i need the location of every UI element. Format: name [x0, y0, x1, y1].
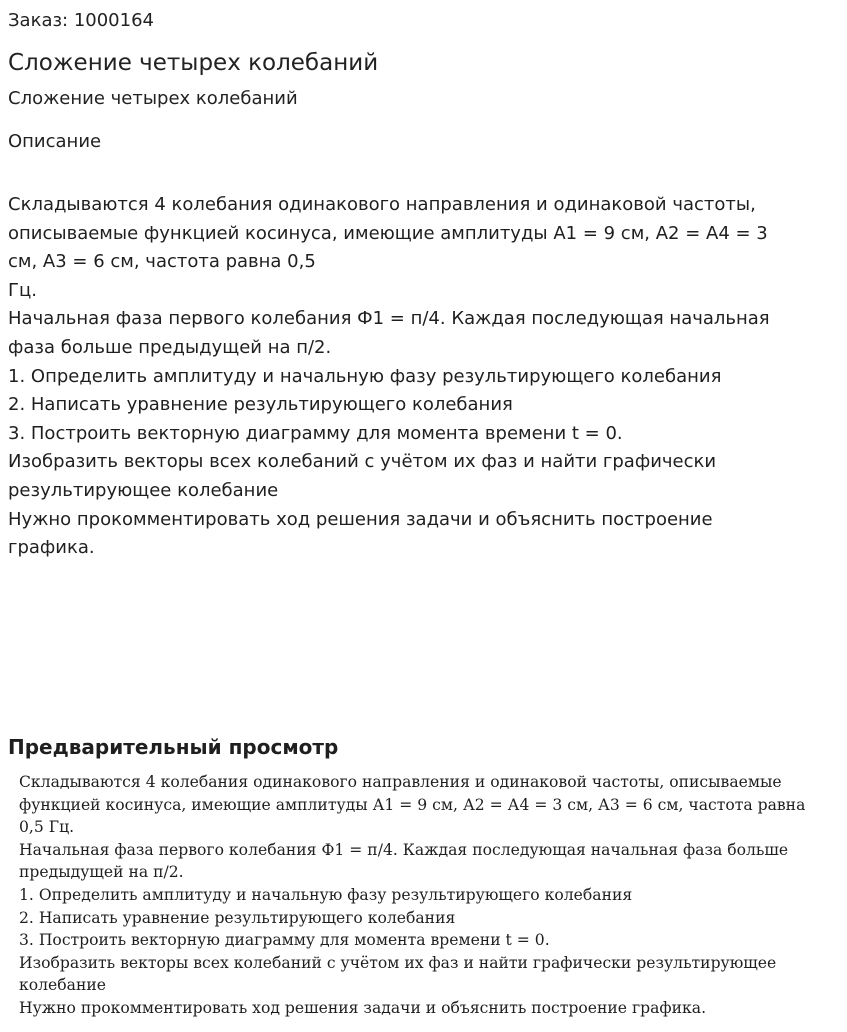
description-line: Складываются 4 колебания одинакового направления и одинаковой частоты, — [8, 194, 756, 215]
preview-line: Изобразить векторы всех колебаний с учётом их фаз и найти графически результирующее — [19, 953, 777, 972]
description-line: 1. Определить амплитуду и начальную фазу результирующего колебания — [8, 365, 722, 387]
order-number: Заказ: 1000164 — [8, 10, 154, 31]
description-line: графика. — [8, 537, 95, 559]
description-text — [8, 191, 843, 563]
description-line: Гц. — [8, 279, 37, 301]
description-line: результирующее колебание — [8, 479, 279, 501]
preview-line: колебание — [19, 976, 106, 995]
preview-line: 3. Построить векторную диаграмму для момента времени t = 0. — [19, 931, 550, 950]
preview-line: предыдущей на п/2. — [19, 863, 184, 882]
description-line: описываемые функцией косинуса, имеющие амплитуды А1 = 9 см, А2 = А4 = 3 — [8, 222, 768, 244]
description-line: см, А3 = 6 см, частота равна 0,5 — [8, 251, 316, 273]
page-subtitle: Сложение четырех колебаний — [8, 88, 298, 109]
preview-line: Начальная фаза первого колебания Ф1 = п/4. Каждая последующая начальная фаза больше — [19, 840, 789, 859]
preview-heading: Предварительный просмотр — [8, 735, 339, 759]
description-line: 2. Написать уравнение результирующего колебания — [8, 394, 513, 416]
description-line: Изобразить векторы всех колебаний с учётом их фаз и найти графически — [8, 451, 717, 473]
description-line: фаза больше предыдущей на п/2. — [8, 336, 332, 358]
description-heading: Описание — [8, 131, 102, 152]
description-line: Начальная фаза первого колебания Ф1 = п/4. Каждая последующая начальная — [8, 308, 770, 330]
preview-line: 2. Написать уравнение результирующего колебания — [19, 908, 456, 927]
preview-text — [19, 771, 839, 1020]
preview-line: 0,5 Гц. — [19, 818, 75, 837]
preview-line: Складываются 4 колебания одинакового направления и одинаковой частоты, описываемые — [19, 773, 782, 791]
preview-line: функцией косинуса, имеющие амплитуды А1 = 9 см, А2 = А4 = 3 см, А3 = 6 см, частота равна — [19, 795, 806, 814]
preview-line: Нужно прокомментировать ход решения задачи и объяснить построение графика. — [19, 998, 707, 1017]
page-title: Сложение четырех колебаний — [8, 50, 379, 76]
description-line: 3. Построить векторную диаграмму для момента времени t = 0. — [8, 422, 623, 444]
preview-line: 1. Определить амплитуду и начальную фазу результирующего колебания — [19, 885, 633, 904]
description-line: Нужно прокомментировать ход решения задачи и объяснить построение — [8, 508, 713, 530]
